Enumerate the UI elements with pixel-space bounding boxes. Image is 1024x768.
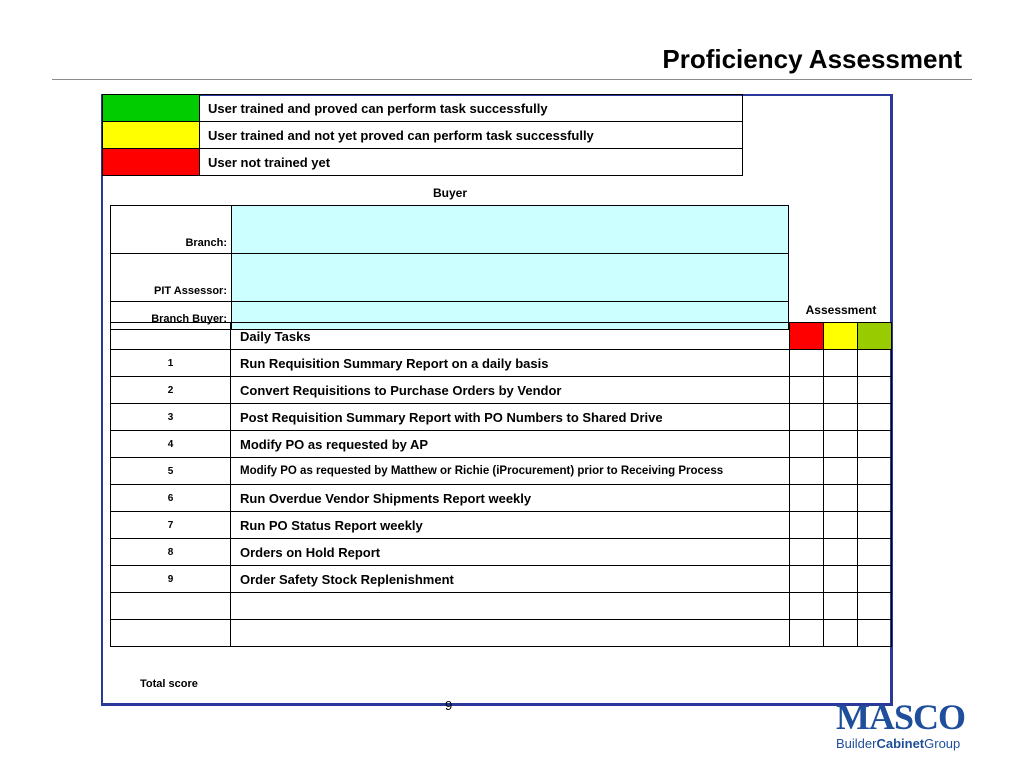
assessment-red-cell[interactable] <box>790 377 824 404</box>
assessment-green-cell[interactable] <box>858 566 892 593</box>
assessment-yellow-cell[interactable] <box>824 404 858 431</box>
task-number: 2 <box>111 377 231 404</box>
assessment-green-cell[interactable] <box>858 485 892 512</box>
assessment-red-cell[interactable] <box>790 566 824 593</box>
legend-text: User trained and proved can perform task successfully <box>200 95 743 122</box>
task-row <box>111 620 892 647</box>
task-row <box>111 512 892 539</box>
assessor-field[interactable] <box>232 254 789 302</box>
assessment-red-cell[interactable] <box>790 458 824 485</box>
logo-sub-bold: Cabinet <box>876 736 925 751</box>
assessment-yellow-cell[interactable] <box>824 593 858 620</box>
assessment-green-cell[interactable] <box>858 539 892 566</box>
task-number: 5 <box>111 458 231 485</box>
legend-row <box>103 95 743 122</box>
task-text: Modify PO as requested by AP <box>231 431 790 458</box>
title-divider <box>52 79 972 80</box>
assessment-green-cell[interactable] <box>858 593 892 620</box>
info-row-assessor <box>111 254 789 302</box>
task-number: 7 <box>111 512 231 539</box>
legend-text: User trained and not yet proved can perform task successfully <box>200 122 743 149</box>
task-number: 1 <box>111 350 231 377</box>
task-row <box>111 404 892 431</box>
assessment-green-header <box>858 323 892 350</box>
assessment-red-cell[interactable] <box>790 539 824 566</box>
buyer-label: Branch Buyer: <box>111 302 232 330</box>
task-row <box>111 458 892 485</box>
assessment-yellow-cell[interactable] <box>824 431 858 458</box>
assessment-green-cell[interactable] <box>858 350 892 377</box>
task-text: Orders on Hold Report <box>231 539 790 566</box>
assessment-yellow-header <box>824 323 858 350</box>
task-number: 6 <box>111 485 231 512</box>
task-text: Run Overdue Vendor Shipments Report weekly <box>231 485 790 512</box>
assessment-yellow-cell[interactable] <box>824 485 858 512</box>
total-score-label: Total score <box>140 678 198 690</box>
assessment-red-cell[interactable] <box>790 350 824 377</box>
task-row <box>111 485 892 512</box>
task-row <box>111 566 892 593</box>
legend-swatch-green <box>103 95 200 122</box>
assessment-yellow-cell[interactable] <box>824 458 858 485</box>
assessment-red-cell[interactable] <box>790 485 824 512</box>
info-table <box>110 205 789 330</box>
task-number <box>111 620 231 647</box>
page-title: Proficiency Assessment <box>662 44 962 74</box>
logo-sub <box>836 736 966 751</box>
task-row <box>111 377 892 404</box>
task-text: Run Requisition Summary Report on a daily basis <box>231 350 790 377</box>
assessment-green-cell[interactable] <box>858 512 892 539</box>
logo-sub-prefix: Builder <box>836 736 877 751</box>
assessment-red-header <box>790 323 824 350</box>
legend-row <box>103 149 743 176</box>
task-row <box>111 431 892 458</box>
assessment-green-cell[interactable] <box>858 620 892 647</box>
task-number <box>111 593 231 620</box>
number-header-cell <box>111 323 231 350</box>
assessment-red-cell[interactable] <box>790 620 824 647</box>
tasks-table <box>110 322 892 647</box>
task-text: Convert Requisitions to Purchase Orders by Vendor <box>231 377 790 404</box>
info-row-branch <box>111 206 789 254</box>
task-number: 3 <box>111 404 231 431</box>
assessment-red-cell[interactable] <box>790 404 824 431</box>
page-number: 9 <box>445 698 453 713</box>
assessment-red-cell[interactable] <box>790 512 824 539</box>
assessment-green-cell[interactable] <box>858 377 892 404</box>
task-row <box>111 350 892 377</box>
legend-table <box>102 94 743 176</box>
branch-field[interactable] <box>232 206 789 254</box>
legend-swatch-red <box>103 149 200 176</box>
assessment-red-cell[interactable] <box>790 593 824 620</box>
task-row <box>111 539 892 566</box>
assessment-yellow-cell[interactable] <box>824 620 858 647</box>
legend-text: User not trained yet <box>200 149 743 176</box>
role-title: Buyer <box>432 186 467 200</box>
task-text: Run PO Status Report weekly <box>231 512 790 539</box>
task-text: Post Requisition Summary Report with PO Numbers to Shared Drive <box>231 404 790 431</box>
masco-logo <box>836 697 966 751</box>
assessment-yellow-cell[interactable] <box>824 350 858 377</box>
legend-row <box>103 122 743 149</box>
assessment-green-cell[interactable] <box>858 431 892 458</box>
info-section <box>110 205 789 330</box>
task-row <box>111 593 892 620</box>
task-number: 8 <box>111 539 231 566</box>
assessment-green-cell[interactable] <box>858 404 892 431</box>
task-text <box>231 620 790 647</box>
assessment-yellow-cell[interactable] <box>824 566 858 593</box>
tasks-header-row <box>111 323 892 350</box>
task-number: 9 <box>111 566 231 593</box>
assessment-yellow-cell[interactable] <box>824 539 858 566</box>
logo-main: MASCO <box>836 697 965 737</box>
assessment-header: Assessment <box>805 303 877 317</box>
assessor-label: PIT Assessor: <box>111 254 232 302</box>
daily-tasks-header: Daily Tasks <box>231 323 790 350</box>
task-text: Modify PO as requested by Matthew or Richie (iProcurement) prior to Receiving Process <box>231 458 790 485</box>
task-text: Order Safety Stock Replenishment <box>231 566 790 593</box>
logo-sub-suffix: Group <box>924 736 961 751</box>
task-number: 4 <box>111 431 231 458</box>
assessment-red-cell[interactable] <box>790 431 824 458</box>
branch-label: Branch: <box>111 206 232 254</box>
legend-swatch-yellow <box>103 122 200 149</box>
task-text <box>231 593 790 620</box>
assessment-yellow-cell[interactable] <box>824 512 858 539</box>
assessment-yellow-cell[interactable] <box>824 377 858 404</box>
assessment-green-cell[interactable] <box>858 458 892 485</box>
